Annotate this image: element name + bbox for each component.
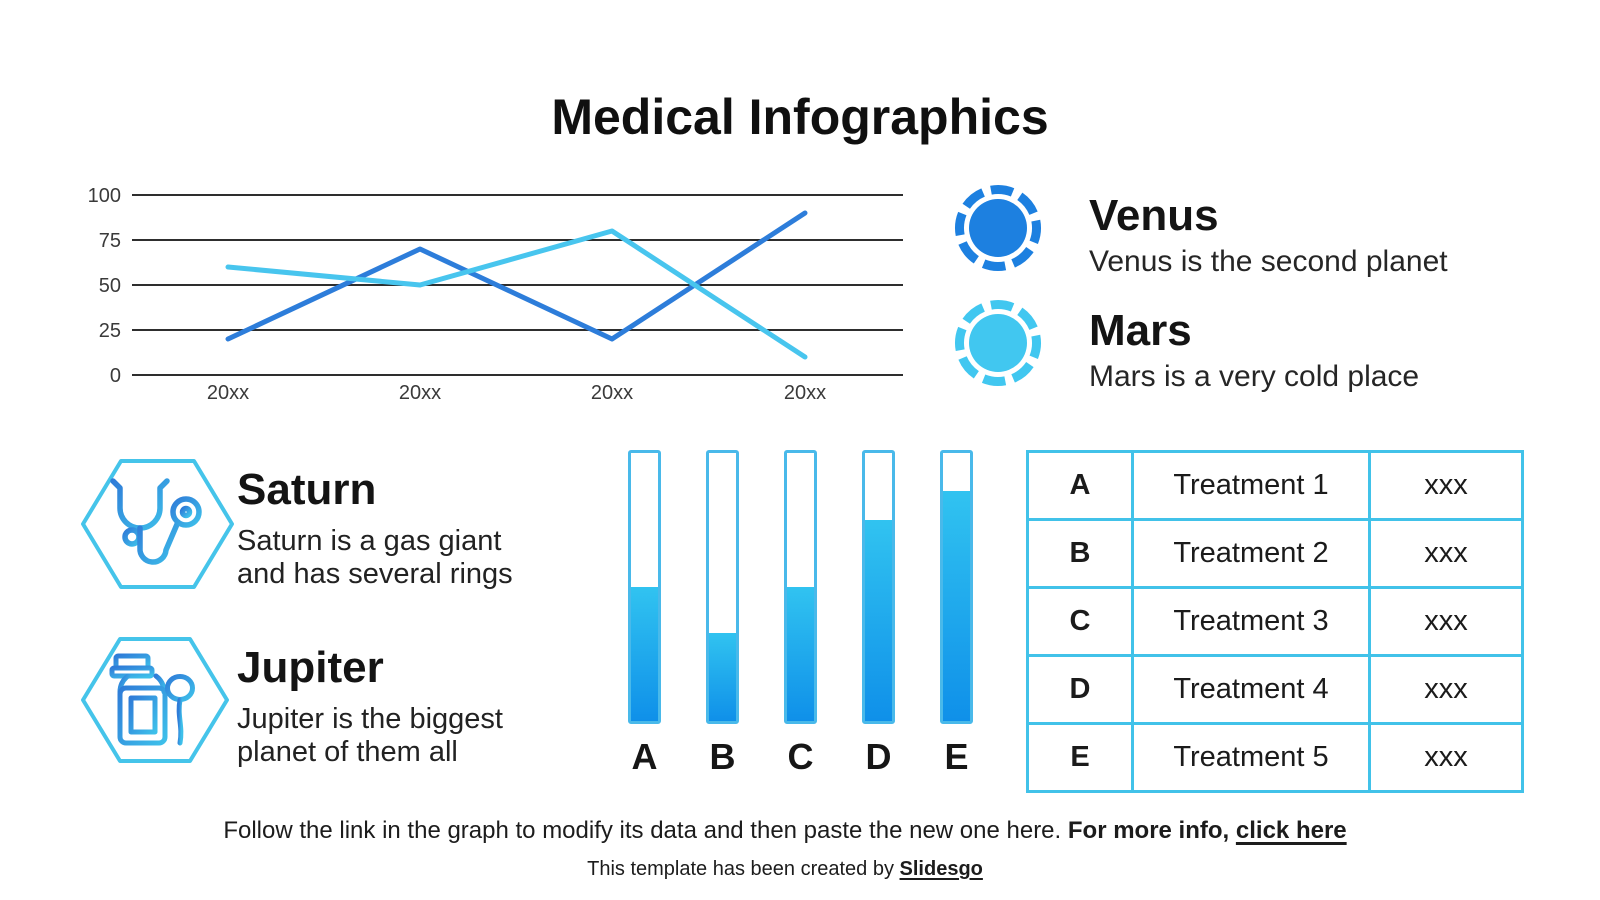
bar-fill — [787, 587, 814, 721]
legend-text — [1089, 308, 1419, 394]
legend-subtitle: Venus is the second planet — [1089, 245, 1448, 278]
table-cell-treatment: Treatment 5 — [1133, 724, 1370, 792]
table-row — [1028, 520, 1523, 588]
medicine-bottle-glyph — [112, 656, 193, 743]
table-cell-value: xxx — [1370, 656, 1523, 724]
legend-title: Mars — [1089, 306, 1192, 355]
footer-regular-text: Follow the link in the graph to modify its data and then paste the new one here. — [223, 817, 1062, 844]
bar-chart — [628, 450, 978, 780]
x-axis-label: 20xx — [398, 382, 442, 404]
hexagon-outline — [83, 461, 232, 587]
legend-item-mars — [953, 298, 1533, 408]
table-row — [1028, 452, 1523, 520]
footer-bold-text: For more info, — [1067, 817, 1230, 844]
y-axis-tick-label: 75 — [98, 230, 121, 252]
table-cell-letter: C — [1028, 588, 1133, 656]
bar-track — [784, 450, 817, 724]
feature-body-line1: Saturn is a gas giant — [237, 525, 502, 557]
bar-fill — [865, 520, 892, 721]
feature-body-line2: and has several rings — [237, 558, 513, 590]
feature-body — [237, 703, 503, 769]
table-row — [1028, 588, 1523, 656]
table-cell-treatment: Treatment 1 — [1133, 452, 1370, 520]
bar-category-label: A — [631, 736, 658, 777]
table-cell-treatment: Treatment 2 — [1133, 520, 1370, 588]
x-axis-label: 20xx — [783, 382, 827, 404]
footer-note — [0, 817, 1570, 845]
y-axis-tick-label: 50 — [98, 275, 121, 297]
table-cell-letter: D — [1028, 656, 1133, 724]
planet-circle — [969, 314, 1027, 372]
feature-saturn — [80, 458, 640, 618]
credit-regular-text: This template has been created by — [587, 858, 894, 880]
dashed-ring-circle-icon — [953, 183, 1043, 273]
line-chart-svg — [85, 185, 910, 420]
treatment-table — [1026, 450, 1524, 793]
slidesgo-link[interactable]: Slidesgo — [899, 858, 983, 880]
table-cell-value: xxx — [1370, 588, 1523, 656]
credit-note — [0, 858, 1570, 881]
feature-title: Jupiter — [237, 643, 384, 692]
feature-body-line1: Jupiter is the biggest — [237, 703, 503, 735]
y-axis-tick-label: 100 — [87, 185, 121, 207]
y-axis-tick-label: 25 — [98, 320, 121, 342]
table-cell-letter: A — [1028, 452, 1133, 520]
x-axis-label: 20xx — [590, 382, 634, 404]
feature-body-line2: planet of them all — [237, 736, 458, 768]
table-row — [1028, 656, 1523, 724]
medicine-bottle-icon — [80, 636, 230, 764]
line-chart — [85, 185, 910, 420]
bar-track — [862, 450, 895, 724]
stethoscope-glyph — [113, 481, 199, 562]
feature-body — [237, 525, 513, 591]
click-here-link[interactable]: click here — [1235, 817, 1347, 844]
legend-text — [1089, 193, 1448, 279]
bar-fill — [943, 491, 970, 721]
planet-circle — [969, 199, 1027, 257]
y-axis-tick-label: 0 — [109, 365, 121, 387]
bar-fill — [631, 587, 658, 721]
table-cell-treatment: Treatment 3 — [1133, 588, 1370, 656]
feature-title: Saturn — [237, 465, 377, 514]
bar-fill — [709, 633, 736, 721]
bar-category-label: C — [787, 736, 814, 777]
bar-track — [628, 450, 661, 724]
x-axis-label: 20xx — [206, 382, 250, 404]
stethoscope-icon — [80, 458, 235, 590]
bar-category-label: D — [865, 736, 892, 777]
legend-item-venus — [953, 183, 1533, 293]
legend-subtitle: Mars is a very cold place — [1089, 360, 1420, 393]
bar-category-label: E — [944, 736, 969, 777]
bar-track — [706, 450, 739, 724]
table-row — [1028, 724, 1523, 792]
table-cell-treatment: Treatment 4 — [1133, 656, 1370, 724]
table-cell-letter: E — [1028, 724, 1133, 792]
table-cell-value: xxx — [1370, 452, 1523, 520]
table-cell-value: xxx — [1370, 520, 1523, 588]
dashed-ring-circle-icon — [953, 298, 1043, 388]
bar-track — [940, 450, 973, 724]
page-title: Medical Infographics — [551, 89, 1049, 145]
legend-title: Venus — [1089, 191, 1219, 240]
table-cell-letter: B — [1028, 520, 1133, 588]
feature-text — [237, 466, 513, 591]
feature-jupiter — [80, 636, 640, 796]
feature-text — [237, 644, 503, 769]
table-cell-value: xxx — [1370, 724, 1523, 792]
bar-category-label: B — [709, 736, 736, 777]
